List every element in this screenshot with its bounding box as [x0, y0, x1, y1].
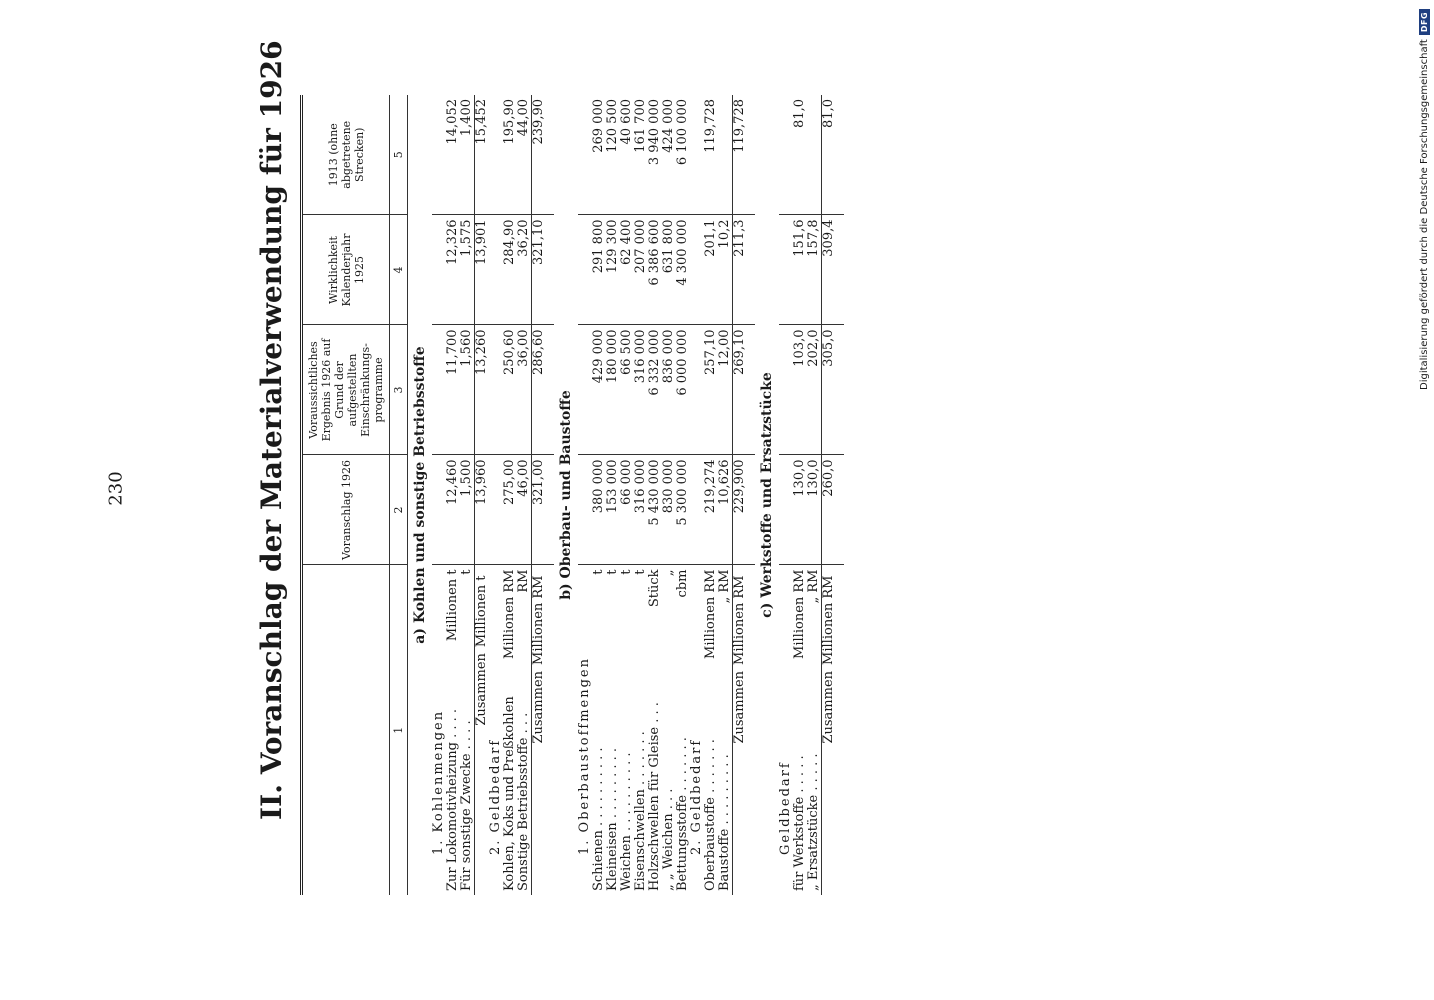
table-row [620, 95, 634, 895]
row-label: 1. Oberbaustoffmengen [577, 657, 592, 855]
value-cell: 130,0 [807, 455, 822, 565]
header-cell: Wirklichkeit Kalenderjahr 1925 [302, 215, 390, 325]
header-row [302, 95, 390, 895]
total-row [475, 95, 490, 895]
spacer-cell [836, 215, 844, 325]
value-cell: 66 500 [620, 325, 634, 455]
row-unit: „ RM [717, 569, 732, 604]
spacer-cell [747, 565, 755, 895]
row-label: Holzschwellen für Gleise . . . [647, 702, 662, 891]
value-cell: 36,20 [517, 215, 532, 325]
value-cell: 4 300 000 [676, 215, 690, 325]
value-cell [690, 215, 704, 325]
table-row [517, 95, 532, 895]
value-cell: 275,00 [503, 455, 517, 565]
value-cell: 202,0 [807, 325, 822, 455]
spacer-cell [747, 455, 755, 565]
column-number: 2 [390, 455, 408, 565]
value-cell [432, 455, 446, 565]
table-row [793, 95, 807, 895]
value-cell [690, 95, 704, 215]
value-cell: 260,0 [822, 455, 837, 565]
value-cell: 14,052 [446, 95, 460, 215]
value-cell: 1,560 [460, 325, 475, 455]
value-cell: 211,3 [733, 215, 748, 325]
row-unit: Millionen RM [502, 569, 517, 659]
row-label: Für sonstige Zwecke . . . . [459, 720, 474, 891]
section-heading: c) Werkstoffe und Ersatzstücke [759, 372, 775, 618]
row-unit: t [619, 569, 634, 575]
digitization-credit [1416, 10, 1432, 990]
row-label-cell [779, 565, 793, 895]
value-cell: 305,0 [822, 325, 837, 455]
row-label-cell [606, 565, 620, 895]
row-label: Zusammen [732, 670, 747, 744]
row-label-cell [662, 565, 676, 895]
value-cell: 380 000 [592, 455, 606, 565]
value-cell: 269 000 [592, 95, 606, 215]
value-cell: 6 000 000 [676, 325, 690, 455]
row-label: Schienen . . . . . . . . . . [591, 747, 606, 891]
value-cell: 157,8 [807, 215, 822, 325]
subheading-row [432, 95, 446, 895]
value-cell: 103,0 [793, 325, 807, 455]
value-cell: 13,901 [475, 215, 490, 325]
row-label: 1. Kohlenmengen [431, 709, 446, 855]
table-row [704, 95, 718, 895]
total-row [822, 95, 837, 895]
table-row [634, 95, 648, 895]
value-cell [779, 215, 793, 325]
value-cell: 12,460 [446, 455, 460, 565]
row-label-cell [592, 565, 606, 895]
column-number-row [390, 95, 408, 895]
total-row [733, 95, 748, 895]
spacer-cell [836, 325, 844, 455]
row-label: Weichen . . . . . . . . . . [619, 752, 634, 891]
value-cell: 81,0 [793, 95, 807, 215]
material-table-sheet [300, 95, 1100, 895]
credit-text: Digitalisierung gefördert durch die Deutsche Forschungsgemeinschaft [1418, 39, 1430, 390]
value-cell [690, 325, 704, 455]
section-heading: a) Kohlen und sonstige Betriebsstoffe [412, 346, 428, 644]
value-cell: 40 600 [620, 95, 634, 215]
header-cell: Voraussichtliches Ergebnis 1926 auf Grund der aufgestellten Einschränkungs-programme [302, 325, 390, 455]
row-label-cell [578, 565, 592, 895]
table-body [408, 95, 845, 895]
row-label: Zusammen [821, 670, 836, 744]
value-cell: 286,60 [532, 325, 547, 455]
row-label-cell [793, 565, 807, 895]
value-cell: 1,500 [460, 455, 475, 565]
row-label-cell [503, 565, 517, 895]
row-unit: t [633, 569, 648, 575]
table-row [606, 95, 620, 895]
row-unit: Millionen RM [732, 575, 747, 665]
value-cell: 11,700 [446, 325, 460, 455]
section-heading: b) Oberbau- und Baustoffe [558, 390, 574, 600]
row-label: Bettungsstoffe . . . . . . . [675, 737, 690, 891]
column-number: 1 [390, 565, 408, 895]
value-cell: 257,10 [704, 325, 718, 455]
spacer-cell [836, 565, 844, 895]
row-label-cell [690, 565, 704, 895]
row-unit: Millionen t [474, 575, 489, 648]
value-cell: 153 000 [606, 455, 620, 565]
value-cell [718, 95, 733, 215]
header-cell [302, 565, 390, 895]
subheading-row [690, 95, 704, 895]
value-cell: 321,10 [532, 215, 547, 325]
table-row [592, 95, 606, 895]
value-cell: 836 000 [662, 325, 676, 455]
row-unit: cbm [675, 569, 690, 598]
value-cell [578, 325, 592, 455]
value-cell [432, 95, 446, 215]
value-cell: 161 700 [634, 95, 648, 215]
header-cell: 1913 (ohne abgetretene Strecken) [302, 95, 390, 215]
row-unit: Millionen RM [821, 575, 836, 665]
row-label-cell [532, 565, 547, 895]
value-cell: 12,326 [446, 215, 460, 325]
row-unit: t [459, 569, 474, 575]
value-cell: 316 000 [634, 455, 648, 565]
value-cell [779, 325, 793, 455]
value-cell: 207 000 [634, 215, 648, 325]
table-row [460, 95, 475, 895]
row-label-cell [648, 565, 662, 895]
row-label: 2. Geldbedarf [488, 738, 503, 855]
row-label-cell [432, 565, 446, 895]
value-cell: 151,6 [793, 215, 807, 325]
row-label: „ Ersatzstücke . . . . . [806, 753, 821, 891]
row-label: Zusammen [531, 670, 546, 744]
value-cell [489, 455, 503, 565]
section-heading-row [408, 95, 433, 895]
row-label: Zur Lokomotivheizung . . . . [445, 709, 460, 891]
value-cell: 284,90 [503, 215, 517, 325]
row-unit: t [605, 569, 620, 575]
row-label-cell [733, 565, 748, 895]
value-cell [807, 95, 822, 215]
value-cell [690, 455, 704, 565]
spacer-row [836, 95, 844, 895]
value-cell [578, 215, 592, 325]
value-cell: 120 500 [606, 95, 620, 215]
spacer-row [546, 95, 554, 895]
row-unit: „ RM [806, 569, 821, 604]
page-title-wrapper [252, 40, 292, 820]
value-cell: 291 800 [592, 215, 606, 325]
row-label: „ „ Weichen . . . [661, 788, 676, 891]
value-cell: 321,00 [532, 455, 547, 565]
value-cell: 66 000 [620, 455, 634, 565]
value-cell: 119,728 [704, 95, 718, 215]
section-heading-row [755, 95, 779, 895]
spacer-cell [747, 215, 755, 325]
value-cell: 13,960 [475, 455, 490, 565]
value-cell: 81,0 [822, 95, 837, 215]
spacer-cell [836, 455, 844, 565]
value-cell: 316 000 [634, 325, 648, 455]
row-label-cell [446, 565, 460, 895]
total-row [532, 95, 547, 895]
dfg-logo: DFG [1419, 9, 1430, 35]
value-cell: 229,900 [733, 455, 748, 565]
table-row [676, 95, 690, 895]
value-cell: 429 000 [592, 325, 606, 455]
table-row [662, 95, 676, 895]
header-cell: Voranschlag 1926 [302, 455, 390, 565]
value-cell: 239,90 [532, 95, 547, 215]
value-cell: 6 386 600 [648, 215, 662, 325]
row-label-cell [822, 565, 837, 895]
value-cell [779, 455, 793, 565]
table-row [807, 95, 822, 895]
rotated-table-container [300, 95, 1100, 895]
value-cell: 5 300 000 [676, 455, 690, 565]
value-cell: 13,260 [475, 325, 490, 455]
value-cell: 36,00 [517, 325, 532, 455]
value-cell: 12,00 [718, 325, 733, 455]
row-unit: t [591, 569, 606, 575]
value-cell: 6 332 000 [648, 325, 662, 455]
table-row [446, 95, 460, 895]
section-heading-row [554, 95, 578, 895]
value-cell: 46,00 [517, 455, 532, 565]
value-cell: 44,00 [517, 95, 532, 215]
table-row [503, 95, 517, 895]
row-label-cell [489, 565, 503, 895]
value-cell: 269,10 [733, 325, 748, 455]
value-cell [489, 215, 503, 325]
spacer-row [747, 95, 755, 895]
spacer-cell [546, 565, 554, 895]
value-cell: 830 000 [662, 455, 676, 565]
value-cell [578, 95, 592, 215]
subheading-row [779, 95, 793, 895]
row-label: Kohlen, Koks und Preßkohlen [502, 696, 517, 891]
row-unit: Millionen RM [792, 569, 807, 659]
row-unit: Millionen RM [531, 575, 546, 665]
value-cell: 129 300 [606, 215, 620, 325]
table-row [648, 95, 662, 895]
value-cell [779, 95, 793, 215]
row-label-cell [475, 565, 490, 895]
page-title: II. Voranschlag der Materialverwendung für 1926 [255, 40, 288, 820]
row-unit: RM [516, 569, 531, 593]
value-cell [578, 455, 592, 565]
subheading-row [489, 95, 503, 895]
value-cell: 3 940 000 [648, 95, 662, 215]
value-cell [432, 325, 446, 455]
row-label-cell [620, 565, 634, 895]
value-cell: 424 000 [662, 95, 676, 215]
material-table [300, 95, 844, 895]
row-unit: „ [661, 569, 676, 577]
row-label: Geldbedarf [778, 761, 793, 855]
row-label-cell [460, 565, 475, 895]
value-cell: 10,626 [718, 455, 733, 565]
row-label: Baustoffe . . . . . . . . . [717, 754, 732, 891]
value-cell: 201,1 [704, 215, 718, 325]
value-cell: 5 430 000 [648, 455, 662, 565]
spacer-cell [747, 95, 755, 215]
value-cell: 180 000 [606, 325, 620, 455]
row-label-cell [807, 565, 822, 895]
column-number: 3 [390, 325, 408, 455]
value-cell: 130,0 [793, 455, 807, 565]
value-cell: 309,4 [822, 215, 837, 325]
value-cell: 250,60 [503, 325, 517, 455]
row-label-cell [634, 565, 648, 895]
value-cell [489, 95, 503, 215]
row-label-cell [704, 565, 718, 895]
value-cell: 62 400 [620, 215, 634, 325]
spacer-cell [747, 325, 755, 455]
row-label: Sonstige Betriebsstoffe . . . [516, 712, 531, 891]
row-label: für Werkstoffe . . . . . [792, 755, 807, 891]
value-cell [432, 215, 446, 325]
row-label: Zusammen [474, 653, 489, 726]
value-cell: 10,2 [718, 215, 733, 325]
value-cell [489, 325, 503, 455]
spacer-cell [546, 95, 554, 215]
row-label: Oberbaustoffe . . . . . . . [703, 739, 718, 891]
row-label-cell [718, 565, 733, 895]
spacer-cell [836, 95, 844, 215]
value-cell: 1,575 [460, 215, 475, 325]
row-label: Eisenschwellen . . . . . . . [633, 731, 648, 891]
value-cell: 219,274 [704, 455, 718, 565]
spacer-cell [546, 215, 554, 325]
value-cell: 15,452 [475, 95, 490, 215]
column-number: 4 [390, 215, 408, 325]
row-unit: Millionen t [445, 569, 460, 642]
value-cell: 6 100 000 [676, 95, 690, 215]
row-label-cell [517, 565, 532, 895]
value-cell: 195,90 [503, 95, 517, 215]
subheading-row [578, 95, 592, 895]
value-cell: 119,728 [733, 95, 748, 215]
spacer-cell [546, 455, 554, 565]
row-unit: Stück [647, 569, 662, 608]
row-label-cell [676, 565, 690, 895]
row-label: Kleineisen . . . . . . . . . [605, 747, 620, 891]
table-row [718, 95, 733, 895]
row-unit: Millionen RM [703, 569, 718, 659]
value-cell: 631 800 [662, 215, 676, 325]
spacer-cell [546, 325, 554, 455]
page-number: 230 [105, 471, 127, 506]
value-cell: 1,400 [460, 95, 475, 215]
row-label: 2. Geldbedarf [689, 738, 704, 855]
column-number: 5 [390, 95, 408, 215]
